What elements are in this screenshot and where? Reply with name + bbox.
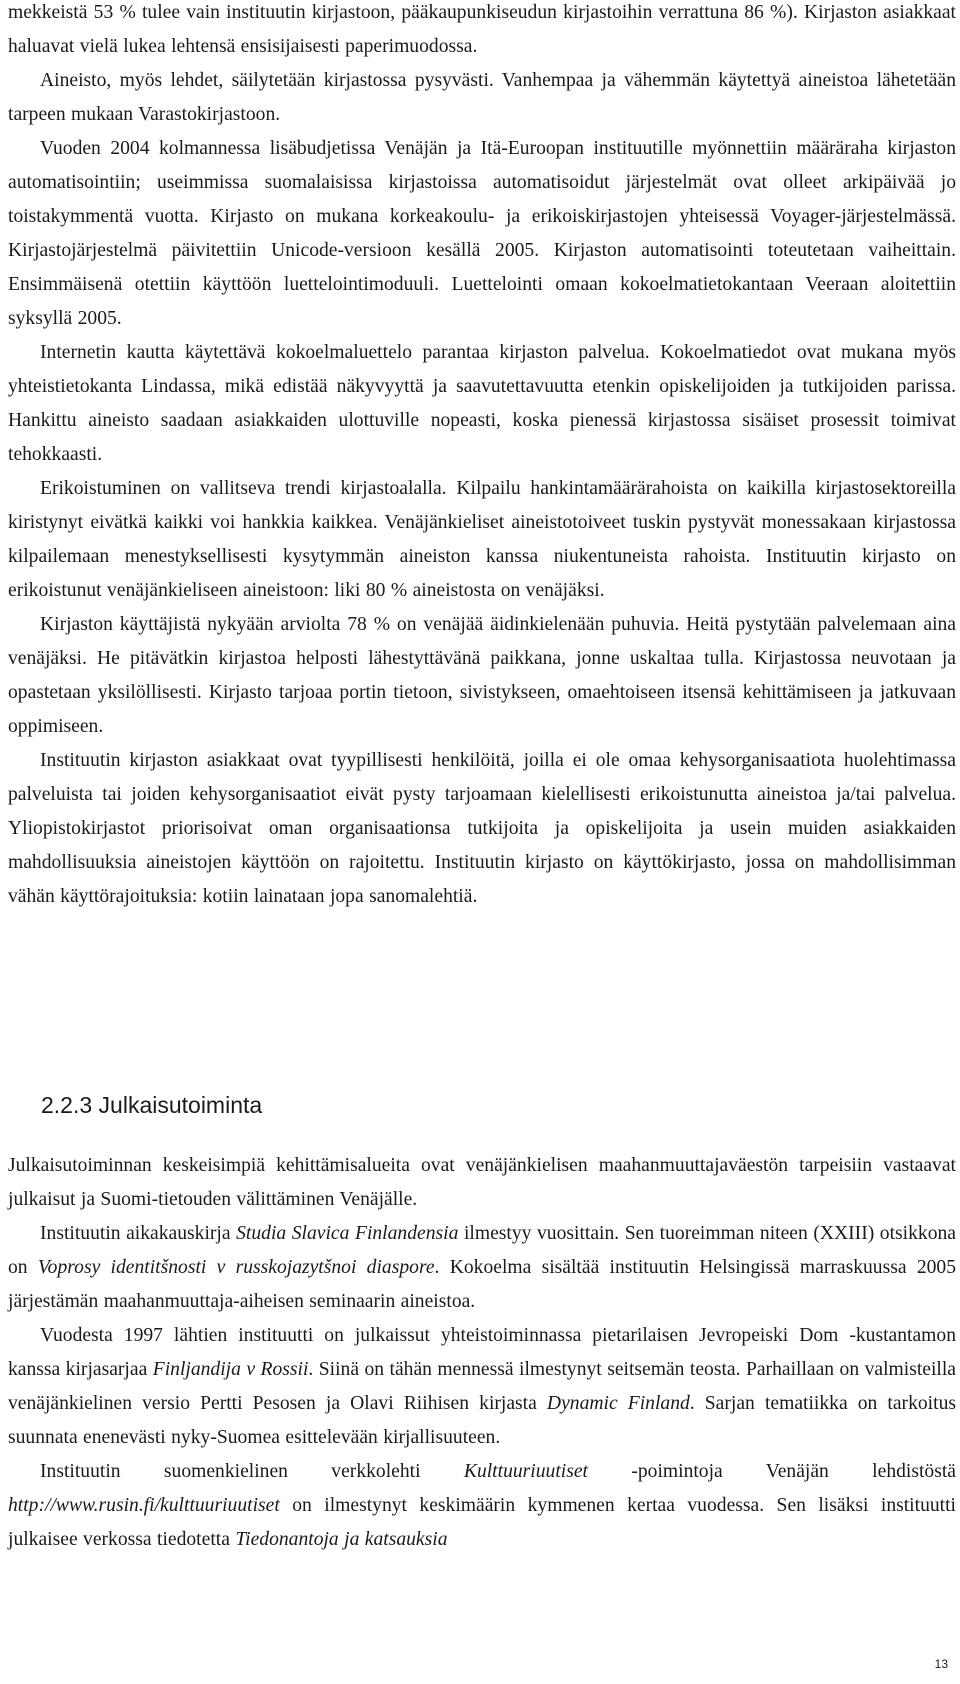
section-library-text [8,0,956,914]
journal-text-3: . Kokoelma sisältää instituutin Helsingissä marraskuussa 2005 järjestämän maahanmuuttaja-aiheisen seminaarin aineistoa. [8,1257,957,1312]
journal-text-2: ilmestyy vuosittain. Sen tuoreimman niteen (XXIII) otsikkona on [8,1223,956,1278]
paragraph-publishing-intro: Julkaisutoiminnan keskeisimpiä kehittämisalueita ovat venäjänkielisen maahanmuuttajaväestön tarpeisiin vastaavat julkaisut ja Suomi-tietouden välittäminen Venäjälle. [8,1155,956,1210]
webzine-url-link[interactable]: http://www.rusin.fi/kulttuuriuutiset [8,1495,280,1516]
webzine-text-2: -poimintoja Venäjän lehdistöstä [587,1461,956,1482]
issue-title: Voprosy identitšnosti v russkojazytšnoi diaspore [37,1257,435,1278]
bulletin-title: Tiedonantoja ja katsauksia [235,1529,448,1550]
paragraph-statistics: mekkeistä 53 % tulee vain instituutin kirjastoon, pääkaupunkiseudun kirjastoihin verrattuna 86 %). Kirjaston asiakkaat haluavat vielä lukea lehtensä ensisijaisesti paperimuodossa. [8,2,956,57]
webzine-text-3: on ilmestynyt keskimäärin kymmenen kertaa vuodessa. Sen lisäksi instituutti julkaisee verkossa tiedotetta [8,1495,956,1550]
paragraph-specialization: Erikoistuminen on vallitseva trendi kirjastoalalla. Kilpailu hankintamäärärahoista on kaikilla kirjastosektoreilla kiristynyt eivätkä kaikki voi hankkia kaikkea. Venäjänkieliset aineistotoiveet tuskin pystyvät monessakaan kirjastossa kilpailemaan menestyksellisesti kysytymmän aineiston kanssa niukentuneista rahoista. Instituutin kirjasto on erikoistunut venäjänkieliseen aineistoon: liki 80 % aineistosta on venäjäksi. [8,478,956,601]
section-publishing-text [8,1149,956,1557]
paragraph-webzine [8,1455,956,1557]
webzine-text-1: Instituutin suomenkielinen verkkolehti [40,1461,464,1482]
paragraph-book-series [8,1319,956,1455]
paragraph-users: Kirjaston käyttäjistä nykyään arviolta 78 % on venäjää äidinkielenään puhuvia. Heitä pystytään palvelemaan aina venäjäksi. He pitävätkin kirjastoa helposti lähestyttävänä paikkana, jonne uskaltaa tulla. Kirjastossa neuvotaan ja opastetaan yksilöllisesti. Kirjasto tarjoaa portin tietoon, sivistykseen, omaehtoiseen itsensä kehittämiseen ja jatkuvaan oppimiseen. [8,614,956,737]
series-text-3: . Sarjan tematiikka on tarkoitus suunnata enenevästi nyky-Suomea esittelevään kirjallisuuteen. [8,1393,956,1448]
series-title: Finljandija v Rossii [152,1359,309,1380]
webzine-title: Kulttuuriuutiset [463,1461,588,1482]
section-heading: 2.2.3 Julkaisutoiminta [41,1092,263,1118]
paragraph-customers: Instituutin kirjaston asiakkaat ovat tyypillisesti henkilöitä, joilla ei ole omaa kehysorganisaatiota huolehtimassa palveluista tai joiden kehysorganisaatiot eivät pysty tarjoamaan kielellisesti erikoistunutta aineistoa ja/tai palvelua. Yliopistokirjastot priorisoivat oman organisaationsa tutkijoita ja opiskelijoita ja usein muiden asiakkaiden mahdollisuuksia aineistojen käyttöön on rajoitettu. Instituutin kirjasto on käyttökirjasto, jossa on mahdollisimman vähän käyttörajoituksia: kotiin lainataan jopa sanomalehtiä. [8,750,956,907]
paragraph-online-catalogue: Internetin kautta käytettävä kokoelmaluettelo parantaa kirjaston palvelua. Kokoelmatiedot ovat mukana myös yhteistietokanta Lindassa, mikä edistää näkyvyyttä ja saavutettavuutta etenkin opiskelijoiden ja tutkijoiden parissa. Hankittu aineisto saadaan asiakkaiden ulottuville nopeasti, koska pienessä kirjastossa sisäiset prosessit toimivat tehokkaasti. [8,342,956,465]
series-text-1: Vuodesta 1997 lähtien instituutti on julkaissut yhteistoiminnassa pietarilaisen Jevropeiski Dom -kustantamon kanssa kirjasarjaa [8,1325,956,1380]
paragraph-automation: Vuoden 2004 kolmannessa lisäbudjetissa Venäjän ja Itä-Euroopan instituutille myönnettiin määräraha kirjaston automatisointiin; useimmissa suomalaisissa kirjastoissa automatisoidut järjestelmät ovat olleet arkipäivää jo toistakymmentä vuotta. Kirjasto on mukana korkeakoulu- ja erikoiskirjastojen yhteisessä Voyager-järjestelmässä. Kirjastojärjestelmä päivitettiin Unicode-versioon kesällä 2005. Kirjaston automatisointi toteutetaan vaiheittain. Ensimmäisenä otettiin käyttöön luettelointimoduuli. Luettelointi omaan kokoelmatietokantaan Veeraan aloitettiin syksyllä 2005. [8,138,956,329]
journal-title: Studia Slavica Finlandensia [236,1223,459,1244]
paragraph-journal [8,1217,956,1319]
series-text-2: . Siinä on tähän mennessä ilmestynyt seitsemän teosta. Parhaillaan on valmisteilla venäjänkielinen versio Pertti Pesosen ja Olavi Riihisen kirjasta [8,1359,956,1414]
paragraph-storage: Aineisto, myös lehdet, säilytetään kirjastossa pysyvästi. Vanhempaa ja vähemmän käytettyä aineistoa lähetetään tarpeen mukaan Varastokirjastoon. [8,70,956,125]
book-title: Dynamic Finland [546,1393,690,1414]
page-number: 13 [934,1657,948,1671]
journal-text-1: Instituutin aikakauskirja [40,1223,237,1244]
